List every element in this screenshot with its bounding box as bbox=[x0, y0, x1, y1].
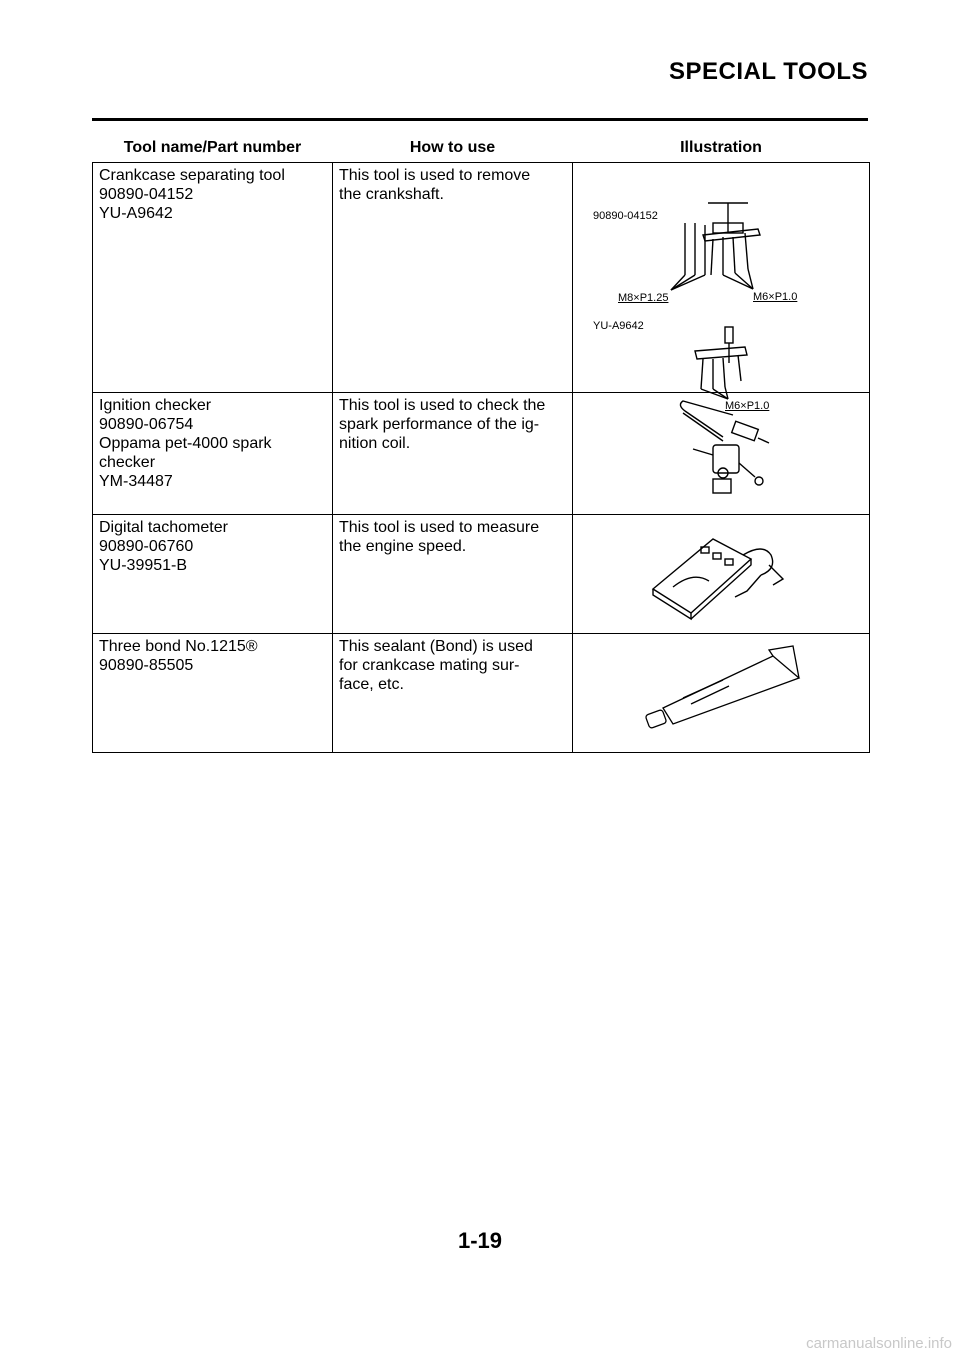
column-header-illustration: Illustration bbox=[573, 134, 870, 163]
tool-name-alt: checker bbox=[99, 454, 156, 471]
special-tools-table bbox=[92, 134, 870, 753]
part-number-alt: YM-34487 bbox=[99, 473, 173, 490]
how-to-use-cell bbox=[333, 393, 573, 515]
how-to-use-cell bbox=[333, 163, 573, 393]
tool-name-cell bbox=[93, 634, 333, 753]
part-number: 90890-04152 bbox=[99, 186, 194, 203]
usage-text: This tool is used to remove bbox=[339, 167, 531, 184]
title-divider bbox=[92, 118, 868, 121]
part-number: 90890-85505 bbox=[99, 657, 194, 674]
column-header-tool-name: Tool name/Part number bbox=[93, 134, 333, 163]
usage-text: the crankshaft. bbox=[339, 186, 444, 203]
usage-text: the engine speed. bbox=[339, 538, 467, 555]
illustration-label: YU-A9642 bbox=[593, 320, 644, 332]
illustration-label: M6×P1.0 bbox=[753, 291, 798, 303]
usage-text: for crankcase mating sur- bbox=[339, 657, 520, 674]
digital-tachometer-icon bbox=[573, 515, 869, 630]
crankcase-separating-tool-icon bbox=[573, 163, 869, 412]
usage-text: spark performance of the ig- bbox=[339, 416, 540, 433]
part-number-alt: YU-39951-B bbox=[99, 557, 188, 574]
tool-name-cell bbox=[93, 163, 333, 393]
illustration-cell bbox=[573, 393, 870, 515]
usage-text: This tool is used to check the bbox=[339, 397, 546, 414]
table-row bbox=[93, 163, 870, 393]
table-row bbox=[93, 515, 870, 634]
tool-name-cell bbox=[93, 515, 333, 634]
usage-text: face, etc. bbox=[339, 676, 404, 693]
ignition-checker-icon bbox=[573, 393, 869, 511]
how-to-use-cell bbox=[333, 634, 573, 753]
illustration-cell bbox=[573, 515, 870, 634]
illustration-cell bbox=[573, 634, 870, 753]
crankcase-separator-drawing bbox=[573, 163, 869, 417]
tool-name: Digital tachometer bbox=[99, 519, 228, 536]
watermark: carmanualsonline.info bbox=[806, 1335, 952, 1352]
page-title: SPECIAL TOOLS bbox=[669, 58, 868, 85]
table-header-row bbox=[93, 134, 870, 163]
tool-name-alt: Oppama pet-4000 spark bbox=[99, 435, 272, 452]
usage-text: This tool is used to measure bbox=[339, 519, 540, 536]
illustration-cell bbox=[573, 163, 870, 412]
part-number-alt: YU-A9642 bbox=[99, 205, 173, 222]
usage-text: nition coil. bbox=[339, 435, 411, 452]
table-row bbox=[93, 393, 870, 515]
tool-name: Crankcase separating tool bbox=[99, 167, 285, 184]
how-to-use-cell bbox=[333, 515, 573, 634]
part-number: 90890-06760 bbox=[99, 538, 194, 555]
column-header-how-to-use: How to use bbox=[333, 134, 573, 163]
illustration-label: M8×P1.25 bbox=[618, 292, 669, 304]
table-row bbox=[93, 634, 870, 753]
tool-name-cell bbox=[93, 393, 333, 515]
usage-text: This sealant (Bond) is used bbox=[339, 638, 533, 655]
tool-name: Ignition checker bbox=[99, 397, 212, 414]
part-number: 90890-06754 bbox=[99, 416, 194, 433]
illustration-label: M6×P1.0 bbox=[725, 400, 770, 412]
page-number: 1-19 bbox=[457, 1228, 503, 1253]
illustration-label: 90890-04152 bbox=[593, 210, 658, 222]
tool-name: Three bond No.1215® bbox=[99, 638, 258, 655]
sealant-tube-icon bbox=[573, 634, 869, 749]
